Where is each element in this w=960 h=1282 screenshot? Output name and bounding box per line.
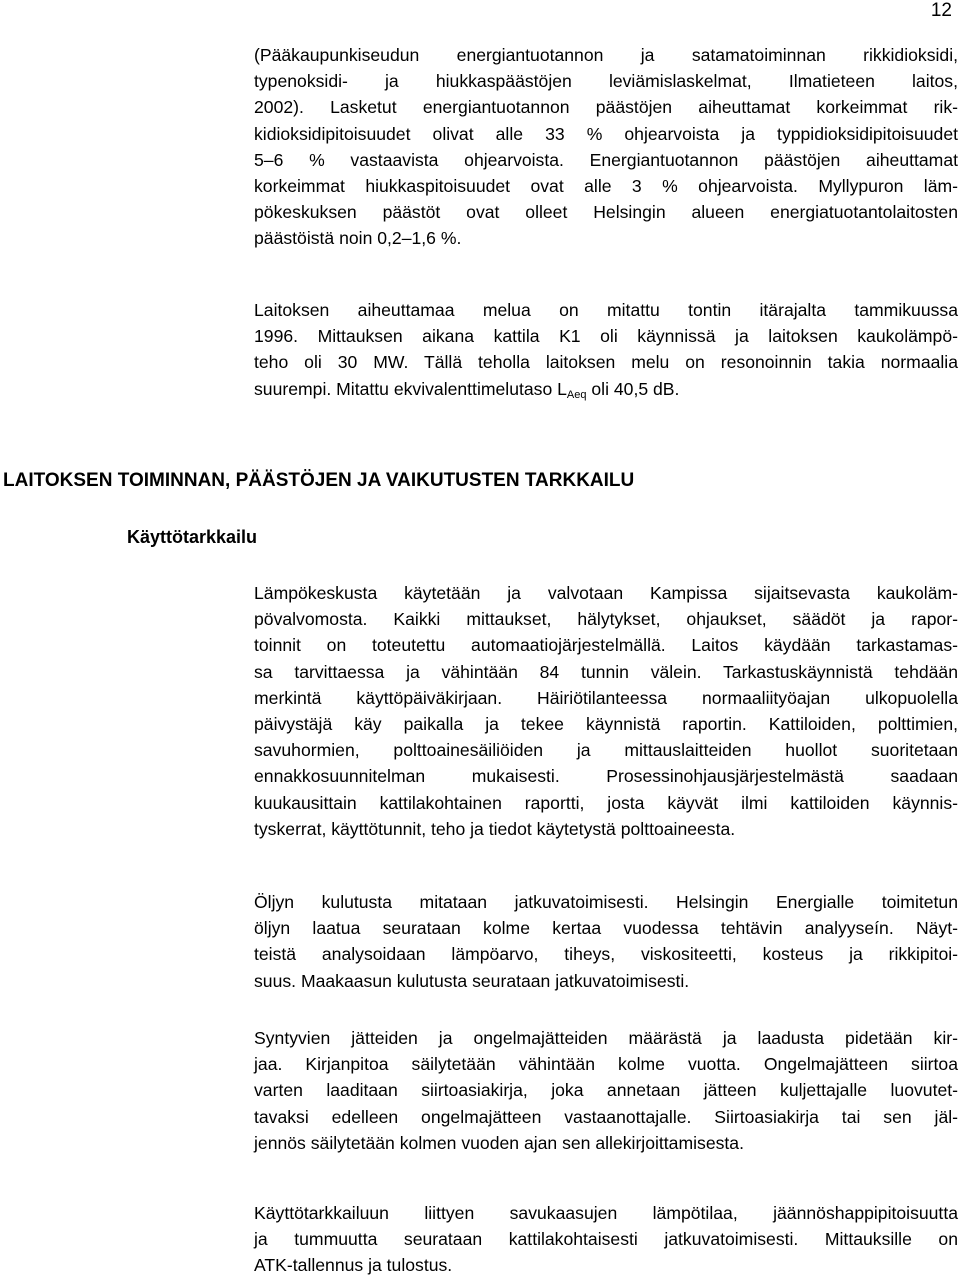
text-line: Syntyvien jätteiden ja ongelmajätteiden määrästä ja laadusta pidetään kir-: [254, 1028, 958, 1048]
text-line: typenoksidi- ja hiukkaspäästöjen leviämislaskelmat, Ilmatieteen laitos,: [254, 71, 958, 92]
text-line: Käyttötarkkailuun liittyen savukaasujen lämpötilaa, jäännöshappipitoisuutta: [254, 1203, 958, 1223]
text-line: toinnit on toteutettu automaatiojärjestelmällä. Laitos käydään tarkastamas-: [254, 635, 958, 656]
text-line: Laitoksen aiheuttamaa melua on mitattu tontin itärajalta tammikuussa: [254, 300, 958, 320]
text-line: (Pääkaupunkiseudun energiantuotannon ja satamatoiminnan rikkidioksidi,: [254, 45, 958, 65]
text-line: teho oli 30 MW. Tällä teholla laitoksen melu on resonoinnin takia normaalia: [254, 352, 958, 373]
subheading: Käyttötarkkailu: [127, 527, 258, 547]
text-line: päivystäjä käy paikalla ja tekee käynnistä raportin. Kattiloiden, polttimien,: [254, 714, 958, 735]
text-line: korkeimmat hiukkaspitoisuudet ovat alle 3 % ohjearvoista. Myllypuron läm-: [254, 176, 958, 197]
text-line: sa tarvittaessa ja vähintään 84 tunnin välein. Tarkastuskäynnistä tehdään: [254, 661, 958, 682]
text-line: suus. Maakaasun kulutusta seurataan jatkuvatoimisesti.: [254, 970, 690, 991]
text-line: jennös säilytetään kolmen vuoden ajan sen allekirjoittamisesta.: [254, 1132, 744, 1153]
text-line: varten laaditaan siirtoasiakirja, joka annetaan jätteen kuljettajalle luovutet-: [254, 1080, 958, 1101]
section-heading: LAITOKSEN TOIMINNAN, PÄÄSTÖJEN JA VAIKUTUSTEN TARKKAILU: [3, 470, 635, 491]
text-line: teistä analysoidaan lämpöarvo, tiheys, viskositeetti, kosteus ja rikkipitoi-: [254, 944, 958, 965]
text-line: pökeskuksen päästöt ovat olleet Helsingin alueen energiatuotantolaitosten: [254, 202, 958, 223]
text-line: Öljyn kulutusta mitataan jatkuvatoimisesti. Helsingin Energialle toimitetun: [254, 892, 958, 912]
text-line: öljyn laatua seurataan kolme kertaa vuodessa tehtävin analyyseín. Näyt-: [254, 918, 958, 939]
text-line: 2002). Lasketut energiantuotannon päästöjen aiheuttamat korkeimmat rik-: [254, 97, 958, 118]
text-line: Lämpökeskusta käytetään ja valvotaan Kampissa sijaitsevasta kaukoläm-: [254, 583, 958, 603]
text-line: kuukausittain kattilakohtainen raportti, josta käyvät ilmi kattiloiden käynnis-: [254, 792, 958, 813]
text-line: ennakkosuunnitelman mukaisesti. Prosessinohjausjärjestelmästä saadaan: [254, 766, 958, 787]
noise-level-text: suurempi. Mitattu ekvivalenttimelutaso L: [254, 378, 567, 399]
text-line: jaa. Kirjanpitoa säilytetään vähintään kolme vuotta. Ongelmajätteen siirtoa: [254, 1054, 958, 1075]
paragraph-waste-records: [254, 1025, 958, 1156]
page-number: 12: [930, 0, 952, 21]
text-line: savuhormien, polttoainesäiliöiden ja mittauslaitteiden huollot suoritetaan: [254, 740, 958, 761]
text-line: tavaksi edelleen ongelmajätteen vastaanottajalle. Siirtoasiakirja tai sen jäl-: [254, 1106, 958, 1127]
text-line: tyskerrat, käyttötunnit, teho ja tiedot käytetystä polttoaineesta.: [254, 818, 736, 839]
text-line: 1996. Mittauksen aikana kattila K1 oli käynnissä ja laitoksen kaukolämpö-: [254, 326, 958, 347]
paragraph-operation-monitoring: [254, 580, 958, 842]
paragraph-noise: [254, 297, 958, 408]
noise-level-subscript: Aeq: [566, 388, 587, 401]
text-line: 5–6 % vastaavista ohjearvoista. Energiantuotannon päästöjen aiheuttamat: [254, 149, 958, 170]
paragraph-flue-gas-monitoring: [254, 1200, 958, 1279]
text-line: ja tummuutta seurataan kattilakohtaisesti jatkuvatoimisesti. Mittauksille on: [254, 1229, 958, 1250]
text-line: pövalvomosta. Kaikki mittaukset, hälytykset, ohjaukset, säädöt ja rapor-: [254, 609, 958, 630]
paragraph-emissions: [254, 42, 958, 252]
text-line: kidioksidipitoisuudet olivat alle 33 % ohjearvoista ja typpidioksidipitoisuudet: [254, 123, 958, 144]
text-line: merkintä käyttöpäiväkirjaan. Häiriötilanteessa normaaliityöajan ulkopuolella: [254, 687, 958, 708]
noise-level-value: oli 40,5 dB.: [586, 378, 680, 399]
text-line: päästöistä noin 0,2–1,6 %.: [254, 228, 462, 249]
paragraph-fuel-monitoring: [254, 889, 958, 994]
text-line: ATK-tallennus ja tulostus.: [254, 1255, 453, 1276]
text-line-noise-level: [254, 376, 958, 408]
